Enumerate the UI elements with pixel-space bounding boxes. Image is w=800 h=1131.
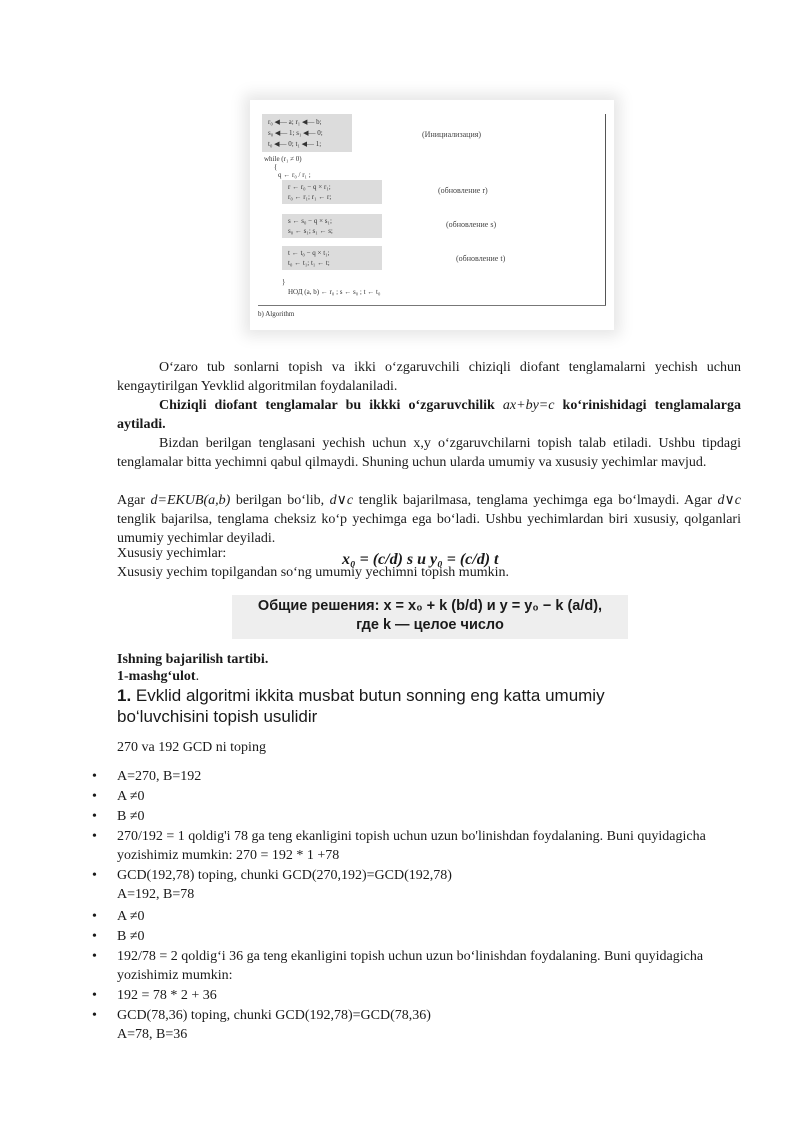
intro-paragraph: O‘zaro tub sonlarni topish va ikki o‘zgaruvchili chiziqli diofant tenglamalarni yechish uchun kengaytirilgan Yevklid algoritmilan foydalaniladi. [117,360,741,394]
init-row-2: s₀ ◀— 1; s₁ ◀— 0; [268,129,323,137]
update-r-note: (обновление r) [438,186,488,195]
particular-solutions-label: Xususiy yechimlar: [117,546,227,561]
divides-inline-2: d∨c [717,493,741,508]
init-row-1: r₀ ◀— a; r₁ ◀— b; [268,118,322,126]
gcd-inline: d=EKUB(a,b) [150,493,231,508]
figure-caption: b) Algorithm [258,310,295,318]
update-r-line-2: r₀ ← r₁; r₁ ← r; [288,193,332,201]
list-item: • B ≠0 [92,927,742,946]
definition-text-b: ko‘rinishidagi tenglamalarga aytiladi. [117,398,741,432]
update-s-line-2: s₀ ← s₁; s₁ ← s; [288,227,333,235]
update-t-line-2: t₀ ← t₁; t₁ ← t; [288,259,330,267]
result-line: НОД (a, b) ← r₀ ; s ← s₀ ; t ← t₀ [288,288,381,296]
particular-solution-formula: x₀ = (c/d) s и y₀ = (c/d) t [342,551,499,568]
update-s-line-1: s ← s₀ − q × s₁; [288,217,332,225]
exercise-heading-text: 1-mashg‘ulot [117,669,196,684]
update-t-line-1: t ← t₀ − q × t₁; [288,249,330,257]
general-solution-line-1: Общие решения: x = x₀ + k (b/d) и y = y₀ − k (a/d), [257,598,603,614]
condition-text-c: tenglik bajarilmasa, tenglama yechimga ega bo‘lmaydi. Agar [353,493,718,508]
general-solution-intro: Xususiy yechim topilgandan so‘ng umumiy yechimni topish mumkin. [117,565,509,580]
init-box [262,114,352,152]
init-note: (Инициализация) [422,130,482,139]
init-row-3: t₀ ◀— 0; t₁ ◀— 1; [268,140,322,148]
list-item: • 270/192 = 1 qoldig'i 78 ga teng ekanligini topish uchun uzun bo'linishdan foydalaning. Buni quyidagicha yozishimiz mumkin: 270 = 192 * 1 +78 [92,827,742,865]
list-item: • A ≠0 [92,787,742,806]
algorithm-figure [250,100,614,330]
list-item: • 192/78 = 2 qoldig‘i 36 ga teng ekanligini topish uchun uzun bo‘linishdan foydalaning. Buni quyidagicha yozishimiz mumkin: [92,947,742,985]
definition-text-a: Chiziqli diofant tenglamalar bu ikkki o‘zgaruvchilik [159,398,503,413]
brace-open: { [274,163,278,171]
condition-text-d: tenglik bajarilsa, tenglama cheksiz ko‘p yechimga ega bo‘ladi. Ushbu yechimlardan biri xususiy, qolganlari umumiy yechimlar deyiladi. [117,512,741,546]
update-t-box [282,246,382,270]
list-item: A=78, B=36 [117,1027,188,1042]
exercise-heading [117,667,741,686]
task-title-line-2: bo‘luvchisini topish usulidir [117,707,318,726]
task-title-line-1 [117,685,605,706]
condition-paragraph [117,491,741,548]
general-solution-box [232,595,628,639]
while-line: while (r₁ ≠ 0) [264,155,302,163]
task-title-text-1: Evklid algoritmi ikkita musbat butun sonning eng katta umumiy [131,686,605,705]
task-line: 270 va 192 GCD ni toping [117,740,266,755]
list-item: • GCD(192,78) toping, chunki GCD(270,192)=GCD(192,78) [92,866,742,885]
equation-inline: ax+by=c [502,398,555,413]
list-item: • A=270, B=192 [92,767,742,786]
q-line: q ← r₀ / r₁ ; [278,171,311,179]
update-r-line-1: r ← r₀ − q × r₁; [288,183,331,191]
exercise-heading-dot: . [195,669,200,684]
figure-right-border [605,114,607,306]
update-s-note: (обновление s) [446,220,497,229]
definition-paragraph [117,396,741,434]
update-s-box [282,214,382,238]
update-r-box [282,180,382,204]
steps-list-2 [92,907,742,1045]
divides-inline-1: d∨c [329,493,354,508]
list-item: • B ≠0 [92,807,742,826]
steps-list-1 [92,767,742,916]
brace-close: } [282,278,286,286]
condition-text-b: berilgan bo‘lib, [230,493,330,508]
list-item: A=192, B=78 [117,887,195,902]
list-item: • A ≠0 [92,907,742,926]
condition-text-a: Agar [117,493,151,508]
task-number: 1. [117,686,132,705]
solution-paragraph: Bizdan berilgan tenglasani yechish uchun x,y o‘zgaruvchilarni topish talab etiladi. Ushbu tipdagi tenglamalar bitta yechimni qabul qilmaydi. Shuning uchun ularda umumiy va xususiy yechimlar mavjud. [117,436,741,470]
list-item: • GCD(78,36) toping, chunki GCD(192,78)=GCD(78,36) [92,1006,742,1025]
update-t-note: (обновление t) [456,254,506,263]
figure-bottom-line [258,305,606,306]
list-item: • 192 = 78 * 2 + 36 [92,986,742,1005]
general-solution-line-2: где k — целое число [356,617,504,633]
work-order-heading: Ishning bajarilish tartibi. [117,652,269,667]
